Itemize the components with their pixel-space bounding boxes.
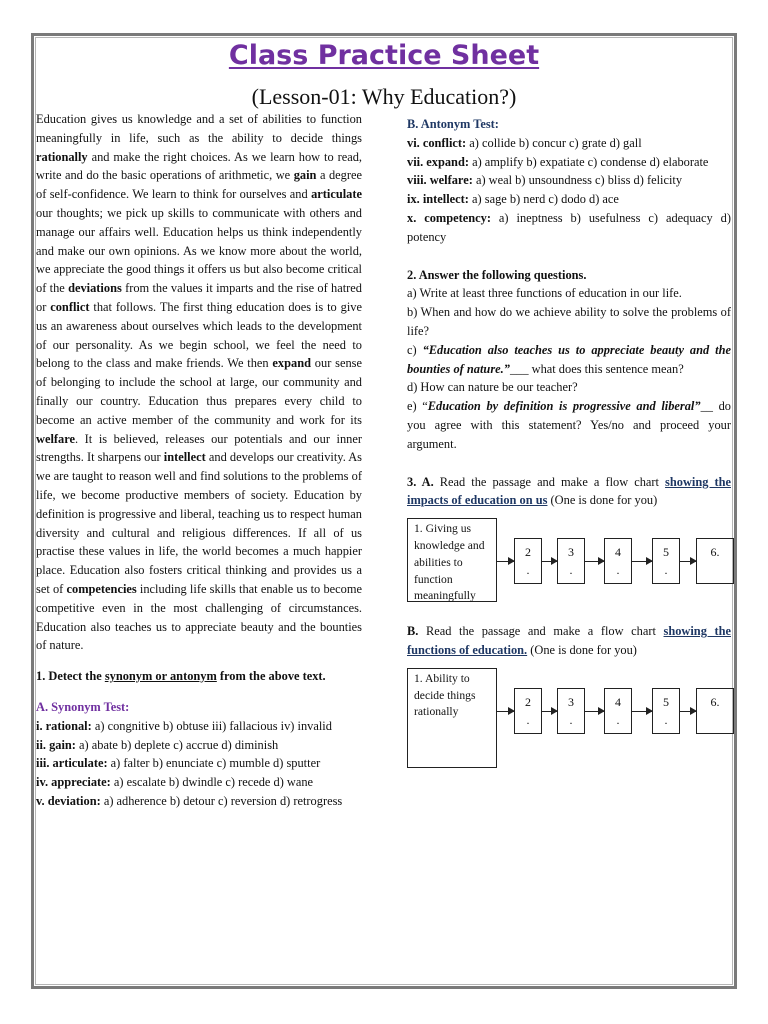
question-2c: c) “Education also teaches us to appreciate beauty and the bounties of nature.”___ what does this sentence mean? <box>407 342 731 376</box>
flow-box: 5 . <box>652 688 680 734</box>
question-2d: d) How can nature be our teacher? <box>407 380 578 395</box>
flow-box-first: 1. Ability to decide things rationally <box>407 668 497 768</box>
arrow-icon <box>680 711 696 712</box>
flow-box: 3 . <box>557 688 585 734</box>
synonym-heading: A. Synonym Test: <box>36 699 130 714</box>
arrow-icon <box>585 561 604 562</box>
flow-box: 5 . <box>652 538 680 584</box>
arrow-icon <box>680 561 696 562</box>
antonym-item: vi. conflict: a) collide b) concur c) grate d) gall <box>407 135 642 150</box>
flow-chart-functions <box>407 668 731 772</box>
flow-box: 4 . <box>604 538 632 584</box>
antonym-item: ix. intellect: a) sage b) nerd c) dodo d) ace <box>407 192 619 207</box>
question-2a: a) Write at least three functions of education in our life. <box>407 286 682 301</box>
flow-box-first: 1. Giving us knowledge and abilities to function meaningfully <box>407 518 497 602</box>
left-column <box>36 110 362 811</box>
lesson-subtitle: (Lesson-01: Why Education?) <box>251 84 517 109</box>
question-2e: e) “Education by definition is progressive and liberal”__ do you agree with this statement? Yes/no and proceed your argument. <box>407 399 731 451</box>
right-column <box>407 115 731 772</box>
synonym-item: iii. articulate: a) falter b) enunciate c) mumble d) sputter <box>36 756 321 771</box>
antonym-item: vii. expand: a) amplify b) expatiate c) condense d) elaborate <box>407 154 709 169</box>
flow-box: 6. <box>696 688 734 734</box>
arrow-icon <box>542 711 557 712</box>
synonym-item: v. deviation: a) adherence b) detour c) reversion d) retrogress <box>36 793 343 808</box>
arrow-icon <box>497 711 514 712</box>
synonym-item: ii. gain: a) abate b) deplete c) accrue d) diminish <box>36 737 279 752</box>
antonym-item: viii. welfare: a) weal b) unsoundness c) bliss d) felicity <box>407 173 683 188</box>
question-2b: b) When and how do we achieve ability to solve the problems of life? <box>407 305 731 338</box>
flow-box: 4 . <box>604 688 632 734</box>
arrow-icon <box>542 561 557 562</box>
reading-passage: Education gives us knowledge and a set of abilities to function meaningfully in life, such as the ability to decide things rationally and make the right choices. As we learn how to read, write and do the basic operations of arithmetic, we gain a degree of self-confidence. We learn to think for ourselves and articulate our thoughts; we pick up skills to communicate with others and manage our affairs well. Education helps us think independently and make our own opinions. As we know more about the world, we appreciate the good things it offers us but also become critical of the deviations from the values it imparts and the rise of hatred or conflict that follows. The first thing education does is to give us an awareness about ourselves which leads to the development of our personality. As we begin school, we feel the need to belong to the class and make friends. We then expand our sense of belonging to include the school at large, our community and finally our country. Education thus prepares every child to become an active member of the community and work for its welfare. It is believed, releases our potentials and our inner strengths. It sharpens our intellect and develops our creativity. As we are taught to reason well and find solutions to the problems of life, we become productive members of society. Education by definition is progressive and liberal, teaching us to respect human diversity and cultural and religious differences. If all of us practise these values in life, the world becomes a much happier place. Education also fosters critical thinking and provides us a set of competencies including life skills that enable us to become competitive even in the most challenging of circumstances. Education also teaches us to appreciate beauty and the bounties of nature. <box>36 112 362 653</box>
arrow-icon <box>632 561 652 562</box>
flow-box: 3 . <box>557 538 585 584</box>
arrow-icon <box>632 711 652 712</box>
flow-box: 2 . <box>514 538 542 584</box>
sheet-title: Class Practice Sheet <box>228 40 540 71</box>
arrow-icon <box>497 561 514 562</box>
antonym-heading: B. Antonym Test: <box>407 117 499 131</box>
synonym-item: iv. appreciate: a) escalate b) dwindle c) recede d) wane <box>36 775 314 790</box>
arrow-icon <box>585 711 604 712</box>
synonym-item: i. rational: a) congnitive b) obtuse iii) fallacious iv) invalid <box>36 718 332 733</box>
flow-box: 2 . <box>514 688 542 734</box>
question-1: 1. Detect the synonym or antonym from the above text. <box>36 669 326 684</box>
question-3a: 3. A. Read the passage and make a flow chart showing the impacts of education on us (One is done for you) <box>407 474 731 508</box>
antonym-item: x. competency: a) ineptness b) usefulness c) adequacy d) potency <box>407 210 731 244</box>
flow-box: 6. <box>696 538 734 584</box>
question-2-heading: 2. Answer the following questions. <box>407 267 587 282</box>
flow-chart-impacts <box>407 518 731 616</box>
question-3b: B. Read the passage and make a flow chart showing the functions of education. (One is done for you) <box>407 624 731 657</box>
